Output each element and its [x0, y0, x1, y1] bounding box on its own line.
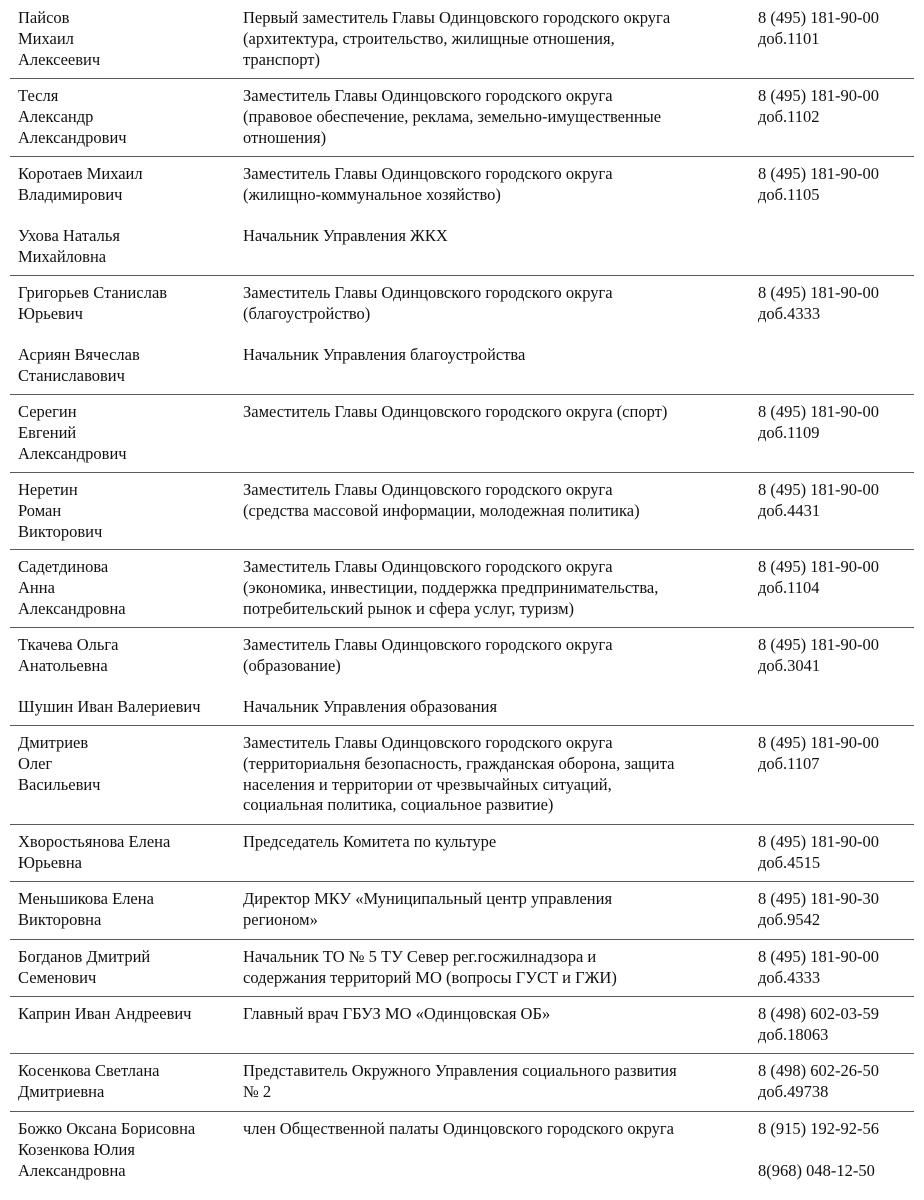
position-cell — [243, 733, 751, 816]
phone-extension: доб.4333 — [758, 967, 821, 987]
name-line: Викторовна — [18, 909, 102, 929]
name-line: Меньшикова Елена — [18, 889, 154, 908]
position-line: Председатель Комитета по культуре — [243, 832, 497, 851]
position-line: (образование) — [243, 655, 341, 675]
name-line: Хворостьянова Елена — [18, 832, 171, 851]
name-line: Юрьевна — [18, 852, 83, 872]
position-line: Представитель Окружного Управления социального развития — [243, 1061, 677, 1080]
position-line: отношения) — [243, 127, 327, 147]
position-line: № 2 — [243, 1081, 272, 1101]
position-cell — [243, 947, 751, 989]
phone-number: 8 (495) 181-90-00 — [758, 832, 879, 851]
phone-extension: доб.4431 — [758, 500, 821, 520]
position-line: населения и территории от чрезвычайных ситуаций, — [243, 774, 612, 794]
phone-extension: доб.4515 — [758, 852, 821, 872]
name-cell — [18, 1004, 242, 1025]
name-cell — [18, 283, 242, 325]
position-line: (средства массовой информации, молодежная политика) — [243, 500, 640, 520]
name-line: Александр — [18, 106, 94, 126]
phone-extension: доб.1107 — [758, 753, 820, 773]
row-divider — [10, 627, 914, 628]
name-line: Михайловна — [18, 246, 107, 266]
phone-extension: доб.1105 — [758, 184, 820, 204]
phone-number: 8 (915) 192-92-56 — [758, 1119, 879, 1138]
name-line: Косенкова Светлана — [18, 1061, 160, 1080]
name-line: Ткачева Ольга — [18, 635, 119, 654]
phone-extension: доб.1109 — [758, 422, 820, 442]
row-divider — [10, 156, 914, 157]
position-line: (экономика, инвестиции, поддержка предпринимательства, — [243, 577, 659, 597]
position-cell — [243, 1004, 751, 1025]
name-line: Шушин Иван Валериевич — [18, 697, 201, 716]
position-line: (территориальня безопасность, гражданская оборона, защита — [243, 753, 675, 773]
name-cell — [18, 8, 242, 70]
name-cell — [18, 697, 242, 718]
phone-extension: доб.1104 — [758, 577, 820, 597]
phone-number: 8 (498) 602-26-50 — [758, 1061, 879, 1080]
position-cell — [243, 635, 751, 677]
phone-number: 8 (498) 602-03-59 — [758, 1004, 879, 1023]
phone-cell — [758, 1119, 914, 1181]
position-cell — [243, 226, 751, 247]
name-line: Дмитриев — [18, 733, 89, 752]
position-line: потребительский рынок и сфера услуг, туризм) — [243, 598, 574, 618]
phone-number: 8 (495) 181-90-00 — [758, 947, 879, 966]
name-line: Евгений — [18, 422, 77, 442]
phone-extension: доб.9542 — [758, 909, 821, 929]
name-line: Козенкова Юлия — [18, 1139, 135, 1159]
phone-cell — [758, 947, 914, 989]
phone-cell — [758, 1061, 914, 1103]
name-line: Садетдинова — [18, 557, 109, 576]
position-line: транспорт) — [243, 49, 320, 69]
phone-number: 8 (495) 181-90-00 — [758, 557, 879, 576]
name-line: Дмитриевна — [18, 1081, 105, 1101]
name-cell — [18, 1061, 242, 1103]
name-line: Анатольевна — [18, 655, 108, 675]
position-line: Директор МКУ «Муниципальный центр управления — [243, 889, 613, 908]
position-line: Начальник Управления ЖКХ — [243, 226, 448, 245]
position-line: Главный врач ГБУЗ МО «Одинцовская ОБ» — [243, 1004, 551, 1023]
position-line: (благоустройство) — [243, 303, 371, 323]
row-divider — [10, 472, 914, 473]
name-line: Асриян Вячеслав — [18, 345, 140, 364]
phone-number: 8 (495) 181-90-30 — [758, 889, 879, 908]
position-cell — [243, 697, 751, 718]
name-cell — [18, 889, 242, 931]
phone-cell — [758, 889, 914, 931]
position-cell — [243, 1061, 751, 1103]
name-cell — [18, 164, 242, 206]
name-line: Анна — [18, 577, 55, 597]
row-divider — [10, 78, 914, 79]
name-cell — [18, 86, 242, 148]
name-line: Серегин — [18, 402, 77, 421]
row-divider — [10, 824, 914, 825]
name-line: Коротаев Михаил — [18, 164, 143, 183]
position-line: (правовое обеспечение, реклама, земельно-имущественные — [243, 106, 662, 126]
phone-extension: доб.49738 — [758, 1081, 829, 1101]
position-cell — [243, 480, 751, 522]
name-line: Пайсов — [18, 8, 70, 27]
phone-number: 8 (495) 181-90-00 — [758, 733, 879, 752]
phone-cell — [758, 832, 914, 874]
name-line: Ухова Наталья — [18, 226, 120, 245]
row-divider — [10, 996, 914, 997]
name-line: Тесля — [18, 86, 59, 105]
phone-number-2: 8(968) 048-12-50 — [758, 1160, 875, 1180]
phone-number: 8 (495) 181-90-00 — [758, 635, 879, 654]
position-line: (архитектура, строительство, жилищные отношения, — [243, 28, 615, 48]
position-cell — [243, 283, 751, 325]
name-cell — [18, 832, 242, 874]
row-divider — [10, 881, 914, 882]
position-line: Начальник Управления образования — [243, 697, 498, 716]
position-cell — [243, 8, 751, 70]
name-cell — [18, 557, 242, 619]
position-cell — [243, 832, 751, 853]
position-line: Заместитель Главы Одинцовского городского округа — [243, 480, 613, 499]
name-line: Неретин — [18, 480, 78, 499]
name-cell — [18, 402, 242, 464]
name-line: Викторович — [18, 521, 103, 541]
name-cell — [18, 226, 242, 268]
phone-number: 8 (495) 181-90-00 — [758, 8, 879, 27]
name-cell — [18, 733, 242, 795]
phone-cell — [758, 402, 914, 444]
position-line: Заместитель Главы Одинцовского городского округа (спорт) — [243, 402, 668, 421]
phone-extension: доб.4333 — [758, 303, 821, 323]
phone-cell — [758, 8, 914, 50]
name-line: Алексеевич — [18, 49, 101, 69]
row-divider — [10, 939, 914, 940]
phone-cell — [758, 557, 914, 599]
phone-cell — [758, 733, 914, 775]
name-line: Григорьев Станислав — [18, 283, 168, 302]
position-cell — [243, 86, 751, 148]
phone-number: 8 (495) 181-90-00 — [758, 86, 879, 105]
name-line: Семенович — [18, 967, 97, 987]
name-line: Михаил — [18, 28, 74, 48]
phone-extension: доб.18063 — [758, 1024, 829, 1044]
name-line: Владимирович — [18, 184, 123, 204]
position-line: Заместитель Главы Одинцовского городского округа — [243, 733, 613, 752]
name-line: Александрович — [18, 443, 127, 463]
phone-number: 8 (495) 181-90-00 — [758, 164, 879, 183]
position-line: Заместитель Главы Одинцовского городского округа — [243, 557, 613, 576]
name-cell — [18, 1119, 242, 1181]
phone-cell — [758, 480, 914, 522]
name-cell — [18, 635, 242, 677]
name-line: Александровна — [18, 598, 126, 618]
position-cell — [243, 345, 751, 366]
name-line: Олег — [18, 753, 53, 773]
position-line: член Общественной палаты Одинцовского городского округа — [243, 1119, 674, 1138]
position-line: Начальник ТО № 5 ТУ Север рег.госжилнадзора и — [243, 947, 597, 966]
name-line: Юрьевич — [18, 303, 83, 323]
phone-extension: доб.1102 — [758, 106, 820, 126]
row-divider — [10, 725, 914, 726]
phone-extension: доб.1101 — [758, 28, 820, 48]
name-line: Каприн Иван Андреевич — [18, 1004, 192, 1023]
position-cell — [243, 402, 751, 423]
phone-number: 8 (495) 181-90-00 — [758, 283, 879, 302]
name-cell — [18, 345, 242, 387]
phone-number: 8 (495) 181-90-00 — [758, 402, 879, 421]
position-line: Заместитель Главы Одинцовского городского округа — [243, 86, 613, 105]
name-line: Богданов Дмитрий — [18, 947, 151, 966]
phone-extension: доб.3041 — [758, 655, 821, 675]
position-line: Заместитель Главы Одинцовского городского округа — [243, 635, 613, 654]
phone-cell — [758, 164, 914, 206]
position-line: регионом» — [243, 909, 318, 929]
position-line: социальная политика, социальное развитие) — [243, 795, 554, 815]
position-cell — [243, 1119, 751, 1140]
name-cell — [18, 947, 242, 989]
name-line: Александровна — [18, 1160, 126, 1180]
position-line: Первый заместитель Главы Одинцовского городского округа — [243, 8, 671, 27]
position-line: содержания территорий МО (вопросы ГУСТ и ГЖИ) — [243, 967, 617, 987]
phone-spacer — [758, 1140, 914, 1161]
phone-number: 8 (495) 181-90-00 — [758, 480, 879, 499]
phone-cell — [758, 1004, 914, 1046]
position-line: Заместитель Главы Одинцовского городского округа — [243, 164, 613, 183]
row-divider — [10, 394, 914, 395]
position-line: Начальник Управления благоустройства — [243, 345, 526, 364]
position-cell — [243, 164, 751, 206]
row-divider — [10, 275, 914, 276]
position-cell — [243, 557, 751, 619]
row-divider — [10, 1111, 914, 1112]
row-divider — [10, 1053, 914, 1054]
name-line: Божко Оксана Борисовна — [18, 1119, 196, 1138]
row-divider — [10, 549, 914, 550]
name-cell — [18, 480, 242, 542]
phone-cell — [758, 86, 914, 128]
phone-cell — [758, 283, 914, 325]
position-line: Заместитель Главы Одинцовского городского округа — [243, 283, 613, 302]
name-line: Васильевич — [18, 774, 101, 794]
position-cell — [243, 889, 751, 931]
name-line: Роман — [18, 500, 62, 520]
name-line: Александрович — [18, 127, 127, 147]
position-line: (жилищно-коммунальное хозяйство) — [243, 184, 501, 204]
phone-cell — [758, 635, 914, 677]
name-line: Станиславович — [18, 365, 125, 385]
